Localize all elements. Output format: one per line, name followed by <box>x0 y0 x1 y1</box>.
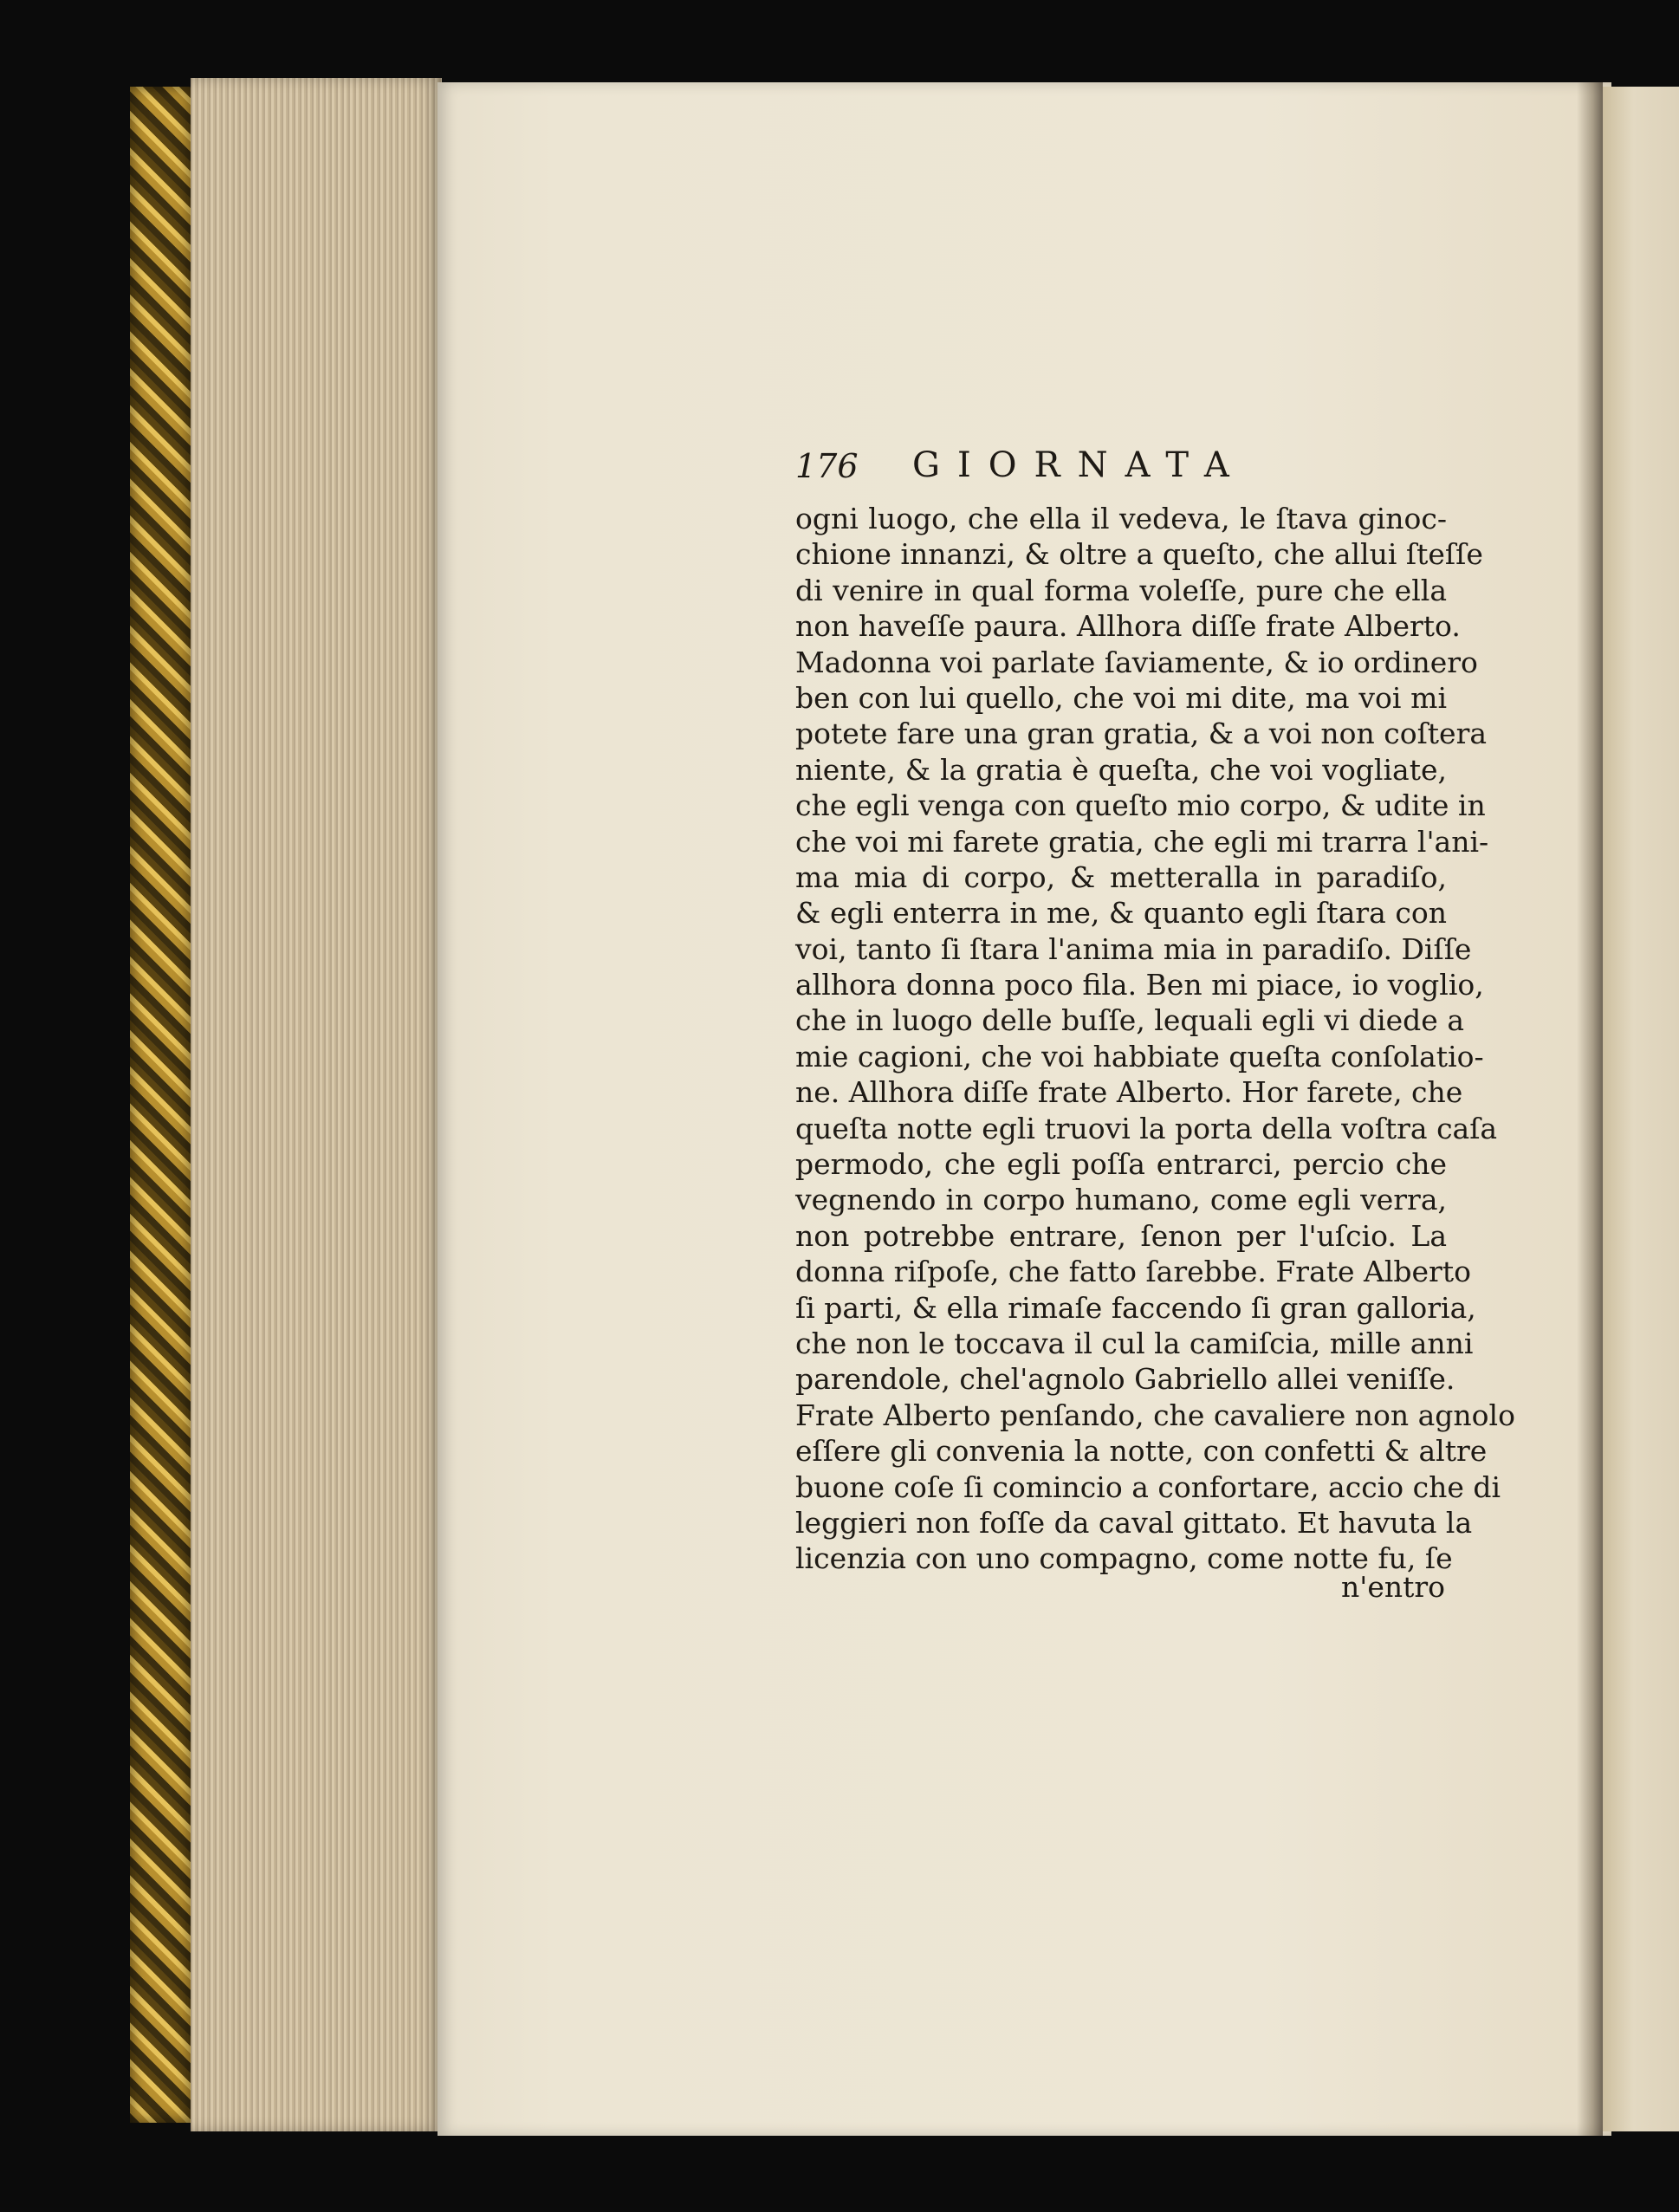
text-line: che in luogo delle buſſe, lequali egli vi diede a <box>795 1003 1465 1038</box>
text-line: vegnendo in corpo humano, come egli verra, <box>795 1183 1447 1217</box>
gutter-shadow <box>1577 82 1603 2136</box>
text-line: mie cagioni, che voi habbiate queſta conſolatio- <box>795 1039 1484 1074</box>
text-line: ma mia di corpo, & metteralla in paradiſo, <box>795 860 1447 894</box>
text-line: leggieri non foſſe da caval gittato. Et havuta la <box>795 1505 1473 1540</box>
text-line: ogni luogo, che ella il vedeva, le ſtava ginoc- <box>795 502 1447 535</box>
running-head-title: GIORNATA <box>912 445 1247 485</box>
text-line: buone coſe ſi comincio a confortare, accio che di <box>795 1469 1501 1504</box>
text-line: parendole, chel'agnolo Gabriello allei veniſſe. <box>795 1362 1455 1397</box>
page-edges <box>191 78 442 2131</box>
text-line: Madonna voi parlate ſaviamente, & io ordinero <box>795 645 1478 679</box>
text-line: ne. Allhora diſſe frate Alberto. Hor farete, che <box>795 1075 1463 1110</box>
running-head <box>795 447 1324 492</box>
text-line: non haveſſe paura. Allhora diſſe frate Alberto. <box>795 609 1461 644</box>
text-line: voi, tanto ſi ſtara l'anima mia in paradiſo. Diſſe <box>795 931 1472 966</box>
text-line: che voi mi farete gratia, che egli mi trarra l'ani- <box>795 824 1489 859</box>
page-number: 176 <box>795 447 859 485</box>
text-line: permodo, che egli poſſa entrarci, percio che <box>795 1147 1447 1182</box>
text-line: potete fare una gran gratia, & a voi non coſtera <box>795 717 1488 751</box>
facing-page-edge <box>1603 87 1679 2131</box>
text-line: licenzia con uno compagno, come notte fu, ſe <box>795 1541 1453 1576</box>
text-line: di venire in qual forma voleſſe, pure che ella <box>795 573 1447 607</box>
catchword: n'entro <box>1341 1570 1446 1604</box>
text-line: eſſere gli convenia la notte, con confetti & altre <box>795 1434 1488 1469</box>
text-line: chione innanzi, & oltre a queſto, che allui ſteſſe <box>795 537 1483 572</box>
text-line: niente, & la gratia è queſta, che voi vogliate, <box>795 752 1447 787</box>
text-line: che egli venga con queſto mio corpo, & udite in <box>795 788 1486 823</box>
text-line: & egli enterra in me, & quanto egli ſtara con <box>795 896 1447 931</box>
text-line: Frate Alberto penſando, che cavaliere non agnolo <box>795 1398 1515 1432</box>
body-text <box>795 501 1515 1577</box>
text-line: ſi parti, & ella rimaſe faccendo ſi gran galloria, <box>795 1290 1476 1325</box>
text-line: che non le toccava il cul la camiſcia, mille anni <box>795 1326 1474 1360</box>
text-line: queſta notte egli truovi la porta della voſtra caſa <box>795 1111 1498 1145</box>
text-line: donna riſpoſe, che fatto ſarebbe. Frate Alberto <box>795 1255 1471 1289</box>
gilt-spine <box>130 87 194 2123</box>
text-line: ben con lui quello, che voi mi dite, ma voi mi <box>795 680 1447 715</box>
text-line: non potrebbe entrare, ſenon per l'uſcio. La <box>795 1218 1447 1253</box>
text-line: allhora donna poco fila. Ben mi piace, io voglio, <box>795 968 1484 1002</box>
